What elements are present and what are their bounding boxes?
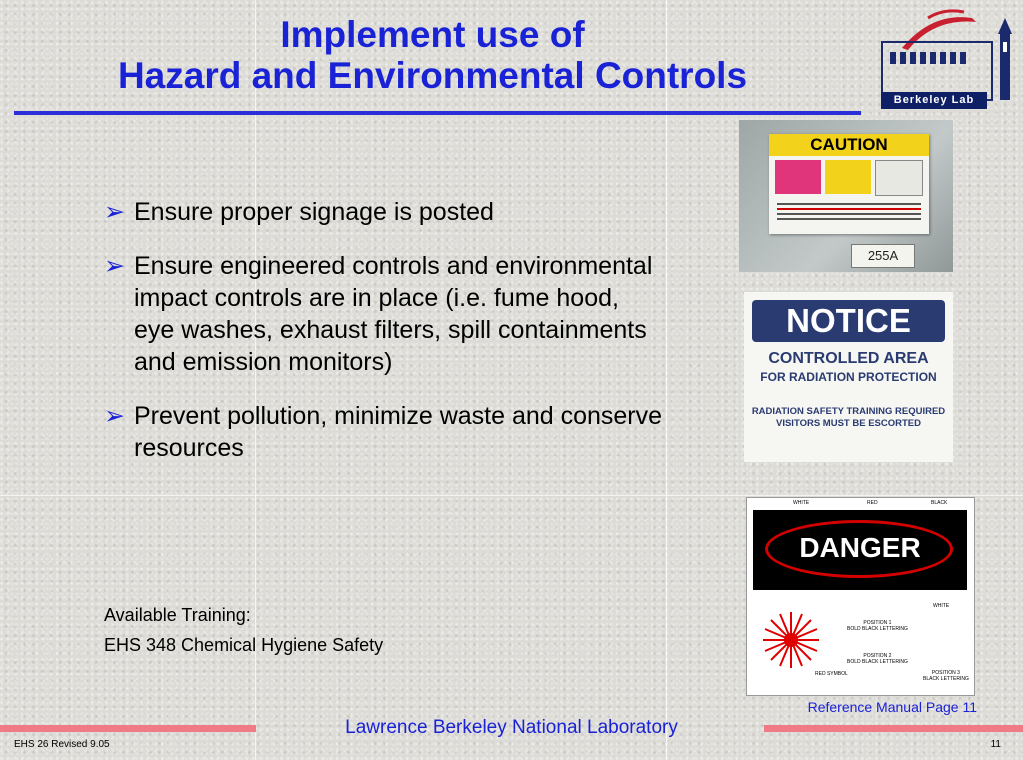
- footer-lab-name: Lawrence Berkeley National Laboratory: [345, 717, 678, 738]
- position-1-note: BOLD BLACK LETTERING: [847, 626, 908, 632]
- position-3-note: BLACK LETTERING: [923, 676, 969, 682]
- notice-header: NOTICE: [752, 300, 945, 342]
- position-2-note: BOLD BLACK LETTERING: [847, 659, 908, 665]
- label-red: RED: [867, 500, 878, 506]
- caution-header: CAUTION: [769, 134, 929, 156]
- notice-line-2: FOR RADIATION PROTECTION: [760, 370, 937, 384]
- cancer-hazard-icon: [825, 160, 871, 194]
- caution-sign-photo: [739, 120, 953, 272]
- bullet-item: [104, 250, 664, 378]
- corrosive-icon: [875, 160, 923, 196]
- red-symbol-label: RED SYMBOL: [815, 671, 848, 677]
- title-underline: [14, 111, 861, 115]
- position-1-label: POSITION 1: [863, 620, 892, 626]
- bullet-text: Ensure proper signage is posted: [134, 198, 494, 226]
- room-number-tag: 255A: [851, 244, 915, 268]
- position-2: [847, 653, 908, 665]
- right-arrowhead-icon: ➢: [104, 198, 125, 226]
- reference-manual-note: Reference Manual Page 11: [807, 699, 977, 715]
- training-course: EHS 348 Chemical Hygiene Safety: [104, 635, 384, 655]
- logo-wordmark: Berkeley Lab: [881, 92, 987, 109]
- position-3: [923, 670, 969, 682]
- right-arrowhead-icon: ➢: [104, 402, 125, 430]
- bullet-list: [104, 196, 664, 486]
- danger-header: DANGER: [799, 532, 921, 563]
- label-white: WHITE: [793, 500, 810, 506]
- sign-text-line: [777, 218, 921, 220]
- caution-sign: [769, 134, 929, 234]
- label-black: BLACK: [931, 500, 948, 506]
- laser-starburst-icon: [761, 610, 821, 670]
- danger-sign-diagram: [746, 497, 975, 696]
- danger-header-panel: [753, 510, 967, 590]
- label-white-2: WHITE: [933, 603, 950, 609]
- notice-line-1: CONTROLLED AREA: [768, 350, 929, 367]
- slide-title: [0, 14, 865, 96]
- hazard-symbols: [769, 156, 929, 200]
- bullet-item: [104, 400, 664, 464]
- position-1: [847, 620, 908, 632]
- bullet-text: Prevent pollution, minimize waste and conserve resources: [134, 402, 663, 462]
- flammable-icon: [775, 160, 821, 194]
- bullet-text: Ensure engineered controls and environmental impact controls are in place (i.e. fume hood, eye washes, exhaust filters, spill containments and emission monitors): [134, 252, 653, 376]
- sign-text-line: [777, 203, 921, 205]
- right-arrowhead-icon: ➢: [104, 252, 125, 280]
- notice-line-3b: VISITORS MUST BE ESCORTED: [776, 418, 921, 429]
- notice-line-3: [744, 406, 953, 430]
- notice-sign: [744, 292, 953, 462]
- footer-revision: EHS 26 Revised 9.05: [14, 739, 110, 750]
- position-2-label: POSITION 2: [863, 653, 892, 659]
- title-line-2: Hazard and Environmental Controls: [117, 55, 748, 96]
- position-3-label: POSITION 3: [931, 670, 960, 676]
- sign-text-line: [777, 208, 921, 210]
- title-line-1: Implement use of: [280, 14, 585, 55]
- training-heading: Available Training:: [104, 605, 251, 625]
- notice-line-3a: RADIATION SAFETY TRAINING REQUIRED: [751, 406, 946, 417]
- background-grid-line: [0, 495, 1023, 496]
- bullet-item: [104, 196, 664, 228]
- training-info: [104, 600, 383, 660]
- page-number: 11: [990, 739, 1001, 750]
- sign-text-line: [777, 213, 921, 215]
